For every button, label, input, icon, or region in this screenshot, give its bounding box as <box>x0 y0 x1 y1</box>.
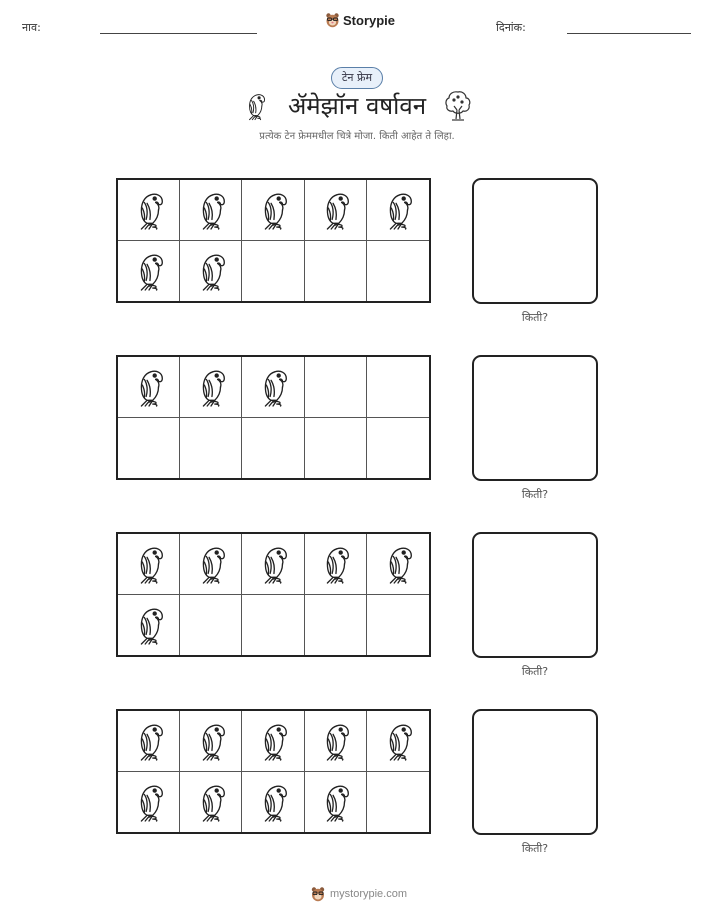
parrot-icon <box>254 780 292 824</box>
ten-frame-cell <box>305 711 367 772</box>
ten-frame-cell <box>242 357 304 418</box>
ten-frame-cell <box>305 534 367 595</box>
ten-frame-cell <box>305 241 367 302</box>
parrot-icon <box>192 542 230 586</box>
ten-frame-cell <box>305 772 367 833</box>
ten-frame-cell <box>305 180 367 241</box>
parrot-icon <box>130 365 168 409</box>
answer-label: किती? <box>521 488 549 501</box>
ten-frame-cell <box>242 595 304 656</box>
ten-frame-cell <box>242 772 304 833</box>
parrot-icon <box>254 365 292 409</box>
parrot-icon <box>254 188 292 232</box>
ten-frame <box>116 709 431 834</box>
parrot-icon <box>254 542 292 586</box>
tree-icon <box>443 88 473 122</box>
ten-frame-cell <box>367 711 429 772</box>
parrot-icon <box>316 780 354 824</box>
parrot-icon <box>379 188 417 232</box>
parrot-icon <box>192 719 230 763</box>
footer-url: mystorypie.com <box>330 888 408 900</box>
ten-frame-cell <box>118 357 180 418</box>
ten-frame-cell <box>118 772 180 833</box>
ten-frame-cell <box>367 357 429 418</box>
ten-frame-cell <box>367 180 429 241</box>
ten-frame-cell <box>367 595 429 656</box>
ten-frame-cell <box>242 534 304 595</box>
parrot-icon <box>316 542 354 586</box>
answer-label: किती? <box>521 842 549 855</box>
parrot-icon <box>192 188 230 232</box>
worksheet-title: ॲमेझॉन वर्षावन <box>287 92 427 120</box>
footer <box>310 886 407 902</box>
ten-frame <box>116 532 431 657</box>
parrot-icon <box>130 188 168 232</box>
ten-frame-cell <box>180 711 242 772</box>
ten-frame-cell <box>180 357 242 418</box>
storypie-logo-icon <box>325 12 340 28</box>
ten-frame-cell <box>118 180 180 241</box>
parrot-icon <box>130 780 168 824</box>
date-line[interactable] <box>567 33 691 34</box>
ten-frame-cell <box>118 711 180 772</box>
ten-frame-cell <box>242 711 304 772</box>
answer-box[interactable] <box>472 532 598 658</box>
answer-box[interactable] <box>472 709 598 835</box>
answer-label: किती? <box>521 311 549 324</box>
ten-frame-cell <box>180 772 242 833</box>
name-line[interactable] <box>100 33 257 34</box>
ten-frame-cell <box>180 595 242 656</box>
name-label: नाव: <box>22 21 41 34</box>
parrot-icon <box>254 719 292 763</box>
topic-badge: टेन फ्रेम <box>331 67 383 89</box>
ten-frame-cell <box>367 772 429 833</box>
ten-frame-cell <box>180 241 242 302</box>
ten-frame-cell <box>305 595 367 656</box>
ten-frame-cell <box>180 534 242 595</box>
parrot-icon <box>130 719 168 763</box>
ten-frame-cell <box>242 180 304 241</box>
answer-box[interactable] <box>472 178 598 304</box>
parrot-icon <box>130 603 168 647</box>
ten-frame <box>116 178 431 303</box>
parrot-icon <box>130 249 168 293</box>
storypie-logo-icon <box>310 886 326 902</box>
ten-frame-cell <box>242 418 304 479</box>
parrot-icon <box>379 542 417 586</box>
parrot-icon <box>192 249 230 293</box>
ten-frame-cell <box>367 534 429 595</box>
parrot-icon <box>316 188 354 232</box>
ten-frame-cell <box>242 241 304 302</box>
ten-frame-cell <box>118 534 180 595</box>
ten-frame <box>116 355 431 480</box>
ten-frame-cell <box>180 418 242 479</box>
parrot-icon <box>130 542 168 586</box>
parrot-icon <box>192 780 230 824</box>
date-label: दिनांक: <box>496 21 526 34</box>
answer-box[interactable] <box>472 355 598 481</box>
ten-frame-cell <box>367 241 429 302</box>
ten-frame-cell <box>305 357 367 418</box>
parrot-icon <box>379 719 417 763</box>
parrot-icon <box>316 719 354 763</box>
parrot-icon <box>192 365 230 409</box>
brand-logo <box>325 12 395 28</box>
instructions: प्रत्येक टेन फ्रेममधील चित्रे मोजा. किती आहेत ते लिहा. <box>259 131 455 142</box>
ten-frame-cell <box>305 418 367 479</box>
answer-label: किती? <box>521 665 549 678</box>
ten-frame-cell <box>367 418 429 479</box>
ten-frame-cell <box>118 595 180 656</box>
ten-frame-cell <box>118 418 180 479</box>
ten-frame-cell <box>118 241 180 302</box>
brand-name: Storypie <box>343 12 396 28</box>
ten-frame-cell <box>180 180 242 241</box>
